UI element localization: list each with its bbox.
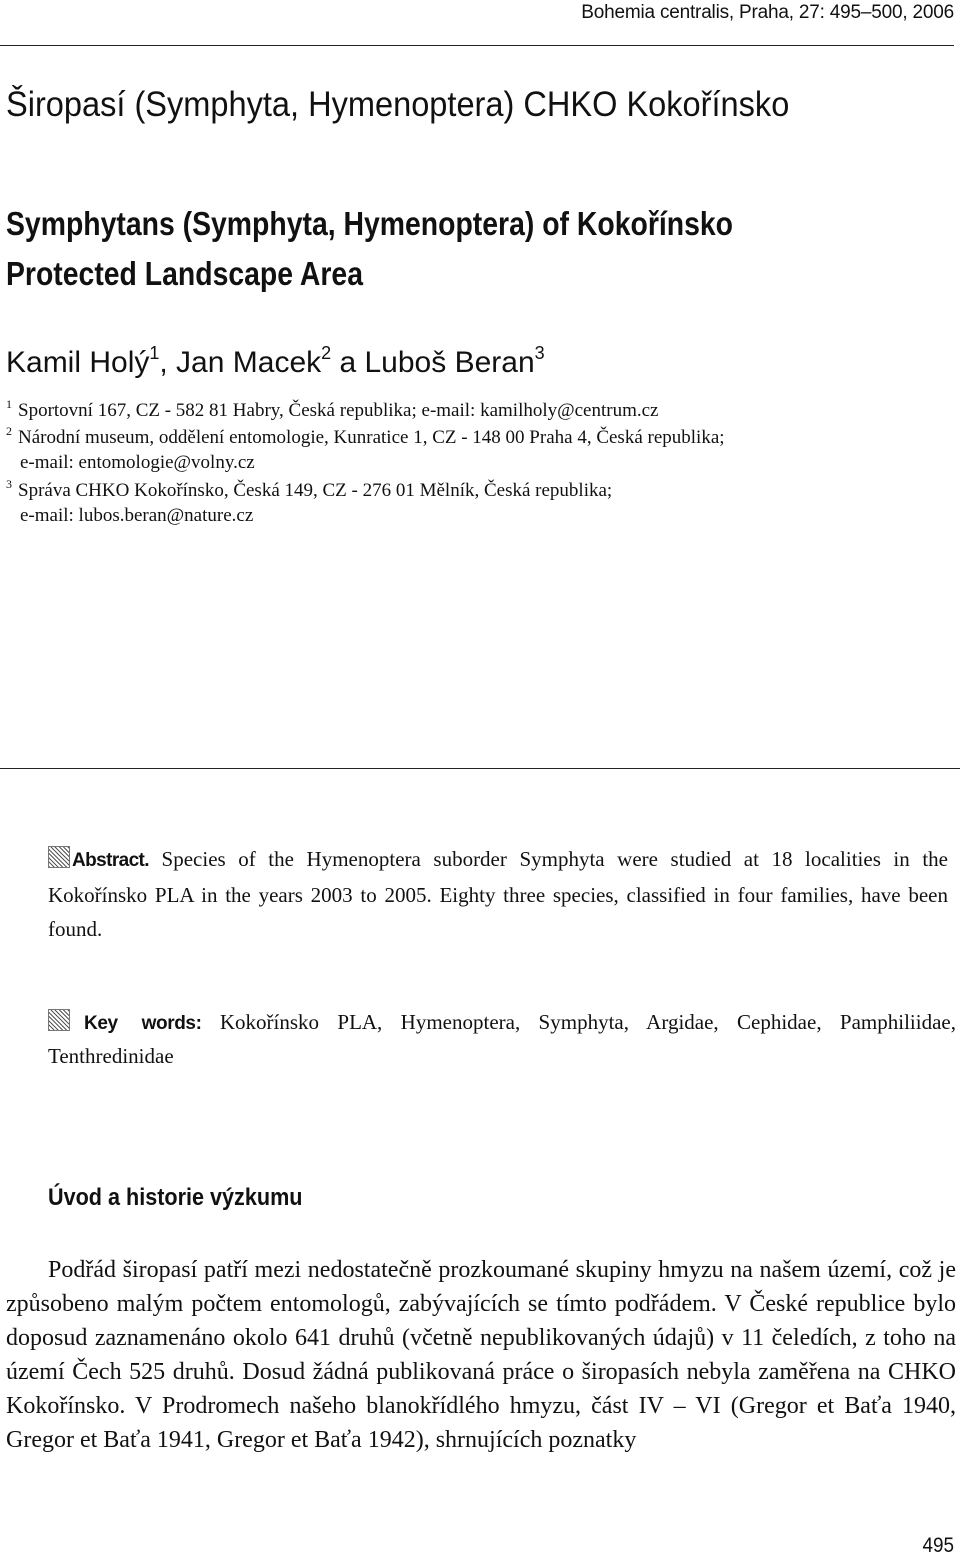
title-czech: Širopasí (Symphyta, Hymenoptera) CHKO Kokořínsko [6, 85, 790, 124]
affiliation-number: 2 [6, 424, 12, 438]
affiliation-text: Správa CHKO Kokořínsko, Česká 149, CZ - 276 01 Mělník, Česká republika; [18, 480, 613, 501]
abstract-label: Abstract. [72, 850, 149, 871]
affiliation-email: e-mail: entomologie@volny.cz [20, 452, 255, 473]
affiliation-number: 1 [6, 397, 12, 411]
author-sup-1: 1 [149, 343, 160, 363]
affiliation-email: e-mail: lubos.beran@nature.cz [20, 505, 254, 526]
abstract-rule [0, 768, 960, 769]
keywords-text: Kokořínsko PLA, Hymenoptera, Symphyta, Argidae, Cephidae, Pamphiliidae, Tenthredinidae [48, 1010, 956, 1068]
body-text: Podřád širopasí patří mezi nedostatečně prozkoumané skupiny hmyzu na našem území, což je způsobeno malým počtem entomologů, zabývajících se tímto podřádem. V České republice bylo doposud zaznamenáno okolo 641 druhů (včetně nepublikovaných údajů) v 11 čeledích, z toho na území Čech 525 druhů. Dosud žádná publikovaná práce o širopasích nebyla zaměřena na CHKO Kokořínsko. V Prodromech našeho blanokřídlého hmyzu, část IV – VI (Gregor et Baťa 1940, Gregor et Baťa 1941, Gregor et Baťa 1942), shrnujících poznatky [6, 1257, 956, 1453]
affiliation-number: 3 [6, 477, 12, 491]
title-english: Symphytans (Symphyta, Hymenoptera) of Kokořínsko Protected Landscape Area [6, 205, 733, 292]
header-rule [0, 45, 954, 46]
keywords-label: Key words: [84, 1013, 202, 1034]
author-name-3: a Luboš Beran [331, 346, 535, 379]
author-sup-3: 3 [534, 343, 545, 363]
abstract-text: Species of the Hymenoptera suborder Symphyta were studied at 18 localities in the Kokořínsko PLA in the years 2003 to 2005. Eighty three species, classified in four families, have been found. [48, 847, 948, 941]
affiliation-1 [6, 398, 659, 423]
affiliation-text: Sportovní 167, CZ - 582 81 Habry, Česká republika; e-mail: kamilholy@centrum.cz [18, 400, 659, 421]
affiliation-3 [6, 478, 612, 528]
page-number: 495 [922, 1534, 954, 1557]
author-line [6, 343, 545, 380]
author-sup-2: 2 [321, 343, 332, 363]
keywords-paragraph [48, 1006, 956, 1073]
abstract-paragraph [48, 842, 948, 946]
affiliation-text: Národní museum, oddělení entomologie, Kunratice 1, CZ - 148 00 Praha 4, Česká republika; [18, 427, 725, 448]
hatched-square-icon [48, 846, 70, 868]
author-name-2: , Jan Macek [159, 346, 322, 379]
affiliation-2 [6, 425, 725, 475]
section-heading: Úvod a historie výzkumu [48, 1184, 303, 1211]
hatched-square-icon [48, 1009, 70, 1031]
running-header: Bohemia centralis, Praha, 27: 495–500, 2006 [581, 2, 954, 23]
author-name-1: Kamil Holý [6, 346, 150, 379]
body-paragraph [6, 1253, 956, 1457]
